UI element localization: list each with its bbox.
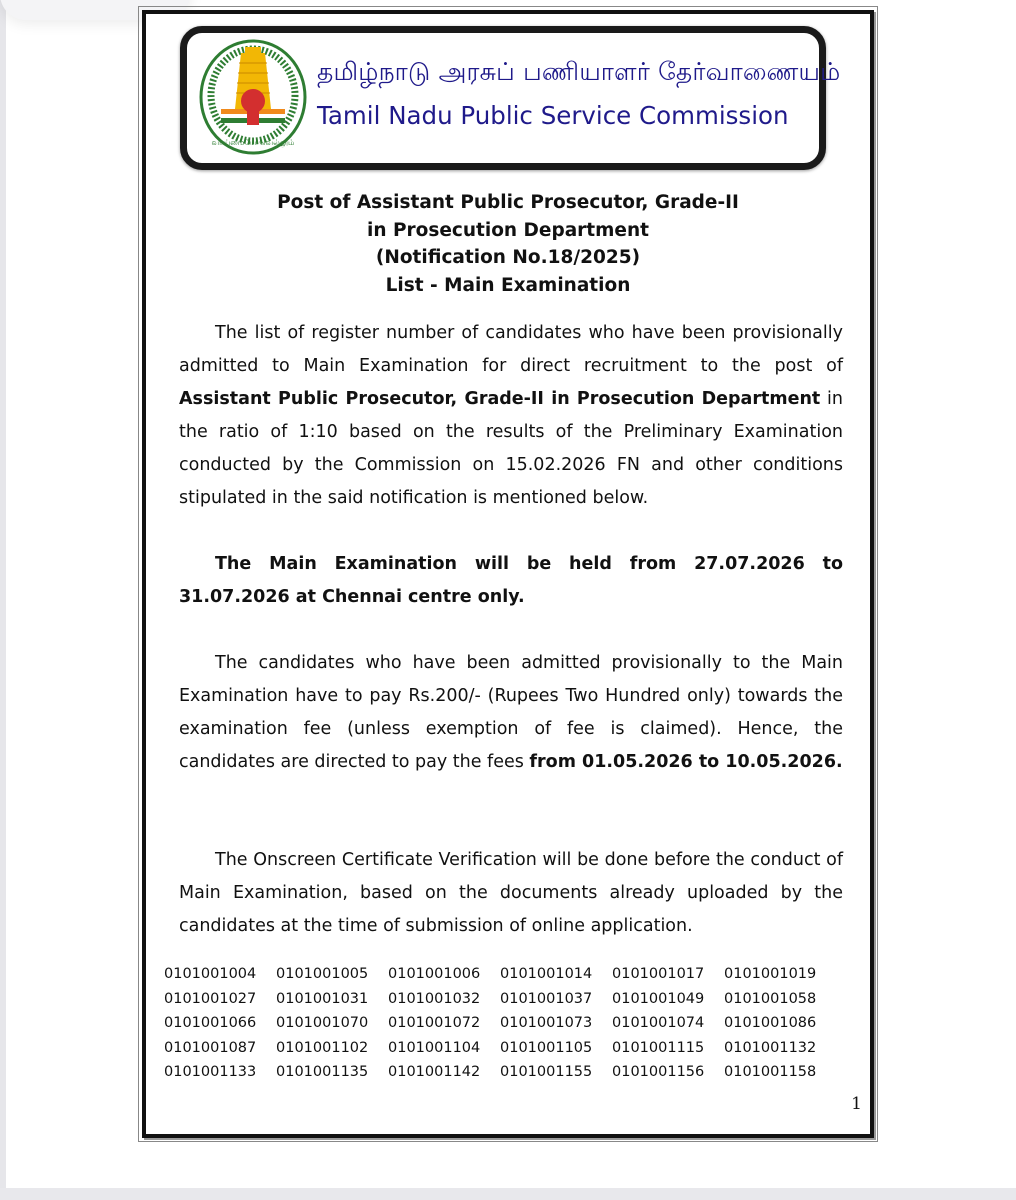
register-number: 0101001105 [500,1039,593,1056]
register-number: 0101001049 [612,990,705,1007]
viewer-bottom-edge [0,1188,1016,1200]
register-number: 0101001072 [388,1015,481,1031]
register-number: 0101001073 [500,1015,593,1031]
intro-paragraph: The list of register number of candidates who have been provisionally admitted to Main Examination for direct recruitment to the post of Assistant Public Prosecutor, Grade-II in Prosecution Department in the ratio of 1:10 based on the results of the Preliminary Examination conducted by the Commission on 15.02.2026 FN and other conditions stipulated in the said notification is mentioned below. [179,323,843,508]
document-page [142,10,874,1138]
register-number: 0101001032 [388,990,481,1007]
fee-paragraph: The candidates who have been admitted provisionally to the Main Examination have to pay Rs.200/- (Rupees Two Hundred only) towards the examination fee (unless exemption of fee is claimed). Hence, the candidates are directed to pay the fees from 01.05.2026 to 10.05.2026. [179,653,843,772]
register-number: 0101001058 [724,990,817,1007]
title-line-1: Post of Assistant Public Prosecutor, Grade-II [277,192,739,213]
register-number: 0101001155 [500,1064,593,1080]
register-number: 0101001037 [500,990,593,1007]
register-row [164,962,854,987]
tamil-nadu-emblem-icon [197,39,309,157]
register-number: 0101001102 [276,1039,369,1056]
register-row [164,987,854,1012]
commission-name-english: Tamil Nadu Public Service Commission [317,101,789,130]
register-number: 0101001004 [164,966,257,982]
page-number: 1 [851,1094,862,1114]
register-number: 0101001070 [276,1015,369,1031]
register-number: 0101001019 [724,966,817,982]
register-number: 0101001014 [500,966,593,982]
exam-dates-paragraph: The Main Examination will be held from 27.07.2026 to 31.07.2026 at Chennai centre only. [179,554,843,607]
title-line-3: (Notification No.18/2025) [375,247,641,268]
verification-paragraph: The Onscreen Certificate Verification will be done before the conduct of Main Examination, based on the documents already uploaded by the candidates at the time of submission of online application. [179,850,843,936]
register-number: 0101001006 [388,966,481,982]
register-number: 0101001074 [612,1015,705,1031]
svg-text:வாய்மையே வெல்லும்: வாய்மையே வெல்லும் [211,138,295,147]
post-name-bold: Assistant Public Prosecutor, Grade-II in Prosecution Department [179,389,821,409]
register-number: 0101001158 [724,1064,817,1080]
register-row [164,1011,854,1036]
register-number-list [164,962,854,1085]
tnpsc-header-banner [180,26,841,170]
register-number: 0101001142 [388,1064,481,1080]
register-number: 0101001104 [388,1039,481,1056]
register-number: 0101001086 [724,1015,817,1031]
notification-title [146,189,870,299]
register-number: 0101001156 [612,1064,705,1080]
viewer-left-edge [0,0,6,1200]
register-number: 0101001135 [276,1064,369,1080]
commission-name-tamil: தமிழ்நாடு அரசுப் பணியாளர் தேர்வாணையம் [317,57,841,86]
register-number: 0101001133 [164,1064,257,1080]
register-number: 0101001132 [724,1039,817,1056]
register-number: 0101001066 [164,1015,257,1031]
register-row [164,1036,854,1061]
register-number: 0101001115 [612,1039,705,1056]
register-number: 0101001005 [276,966,369,982]
register-number: 0101001017 [612,966,705,982]
fee-dates-bold: from 01.05.2026 to 10.05.2026. [529,752,843,772]
register-row [164,1060,854,1085]
title-line-2: in Prosecution Department [367,219,649,241]
register-number: 0101001087 [164,1039,257,1056]
title-line-4: List - Main Examination [385,274,631,296]
register-number: 0101001027 [164,990,257,1007]
register-number: 0101001031 [276,990,369,1007]
